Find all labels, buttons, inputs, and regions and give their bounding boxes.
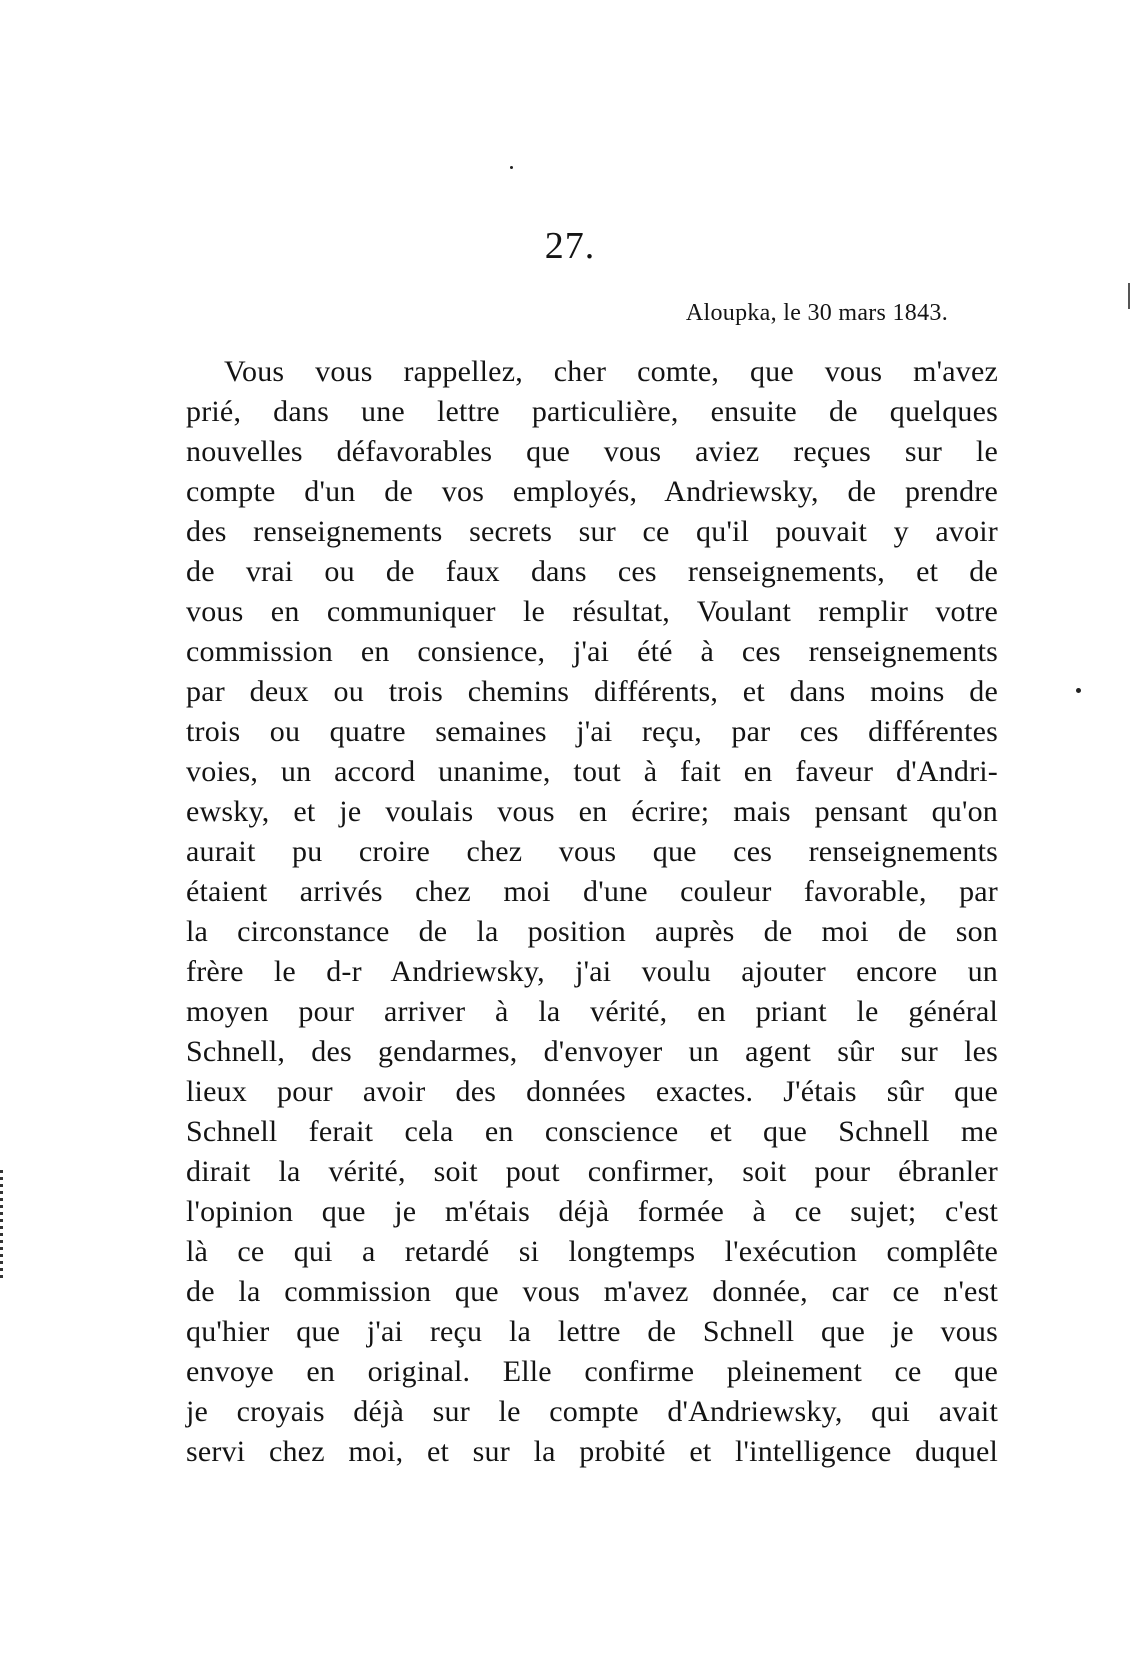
text-line: je croyais déjà sur le compte d'Andriewsky, qui avait (186, 1395, 998, 1428)
text-line: étaient arrivés chez moi d'une couleur favorable, par (186, 875, 998, 908)
text-line: de la commission que vous m'avez donnée, car ce n'est (186, 1275, 998, 1308)
text-line: envoye en original. Elle confirme pleinement ce que (186, 1355, 998, 1388)
text-line: de vrai ou de faux dans ces renseignements, et de (186, 555, 998, 588)
text-line: Schnell ferait cela en conscience et que Schnell me (186, 1115, 998, 1148)
text-line: la circonstance de la position auprès de moi de son (186, 915, 998, 948)
print-speck (1076, 688, 1081, 693)
text-line: prié, dans une lettre particulière, ensuite de quelques (186, 395, 998, 428)
text-line: compte d'un de vos employés, Andriewsky, de prendre (186, 475, 998, 508)
text-line: dirait la vérité, soit pout confirmer, soit pour ébranler (186, 1155, 998, 1188)
text-line: par deux ou trois chemins différents, et dans moins de (186, 675, 998, 708)
text-line: aurait pu croire chez vous que ces renseignements (186, 835, 998, 868)
letter-body (186, 352, 998, 1472)
text-line: servi chez moi, et sur la probité et l'intelligence duquel (186, 1435, 998, 1468)
letter-dateline: Aloupka, le 30 mars 1843. (685, 300, 948, 326)
text-line: moyen pour arriver à la vérité, en priant le général (186, 995, 998, 1028)
text-line: ewsky, et je voulais vous en écrire; mais pensant qu'on (186, 795, 998, 828)
text-line: Schnell, des gendarmes, d'envoyer un agent sûr sur les (186, 1035, 998, 1068)
text-line: commission en consience, j'ai été à ces renseignements (186, 635, 998, 668)
text-line: Vous vous rappellez, cher comte, que vous m'avez (224, 355, 998, 388)
text-line: frère le d-r Andriewsky, j'ai voulu ajouter encore un (186, 955, 998, 988)
text-line: trois ou quatre semaines j'ai reçu, par ces différentes (186, 715, 998, 748)
print-speck (510, 166, 513, 169)
text-line: l'opinion que je m'étais déjà formée à ce sujet; c'est (186, 1195, 998, 1228)
text-line: là ce qui a retardé si longtemps l'exécution complête (186, 1235, 998, 1268)
text-line: des renseignements secrets sur ce qu'il pouvait y avoir (186, 515, 998, 548)
text-line: nouvelles défavorables que vous aviez reçues sur le (186, 435, 998, 468)
text-line: qu'hier que j'ai reçu la lettre de Schnell que je vous (186, 1315, 998, 1348)
text-line: lieux pour avoir des données exactes. J'étais sûr que (186, 1075, 998, 1108)
text-line: voies, un accord unanime, tout à fait en faveur d'Andri- (186, 755, 998, 788)
text-line: vous en communiquer le résultat, Voulant remplir votre (186, 595, 998, 628)
scan-edge-mark (0, 1170, 3, 1278)
scan-edge-mark (1128, 283, 1130, 309)
page-number: 27. (544, 225, 596, 267)
